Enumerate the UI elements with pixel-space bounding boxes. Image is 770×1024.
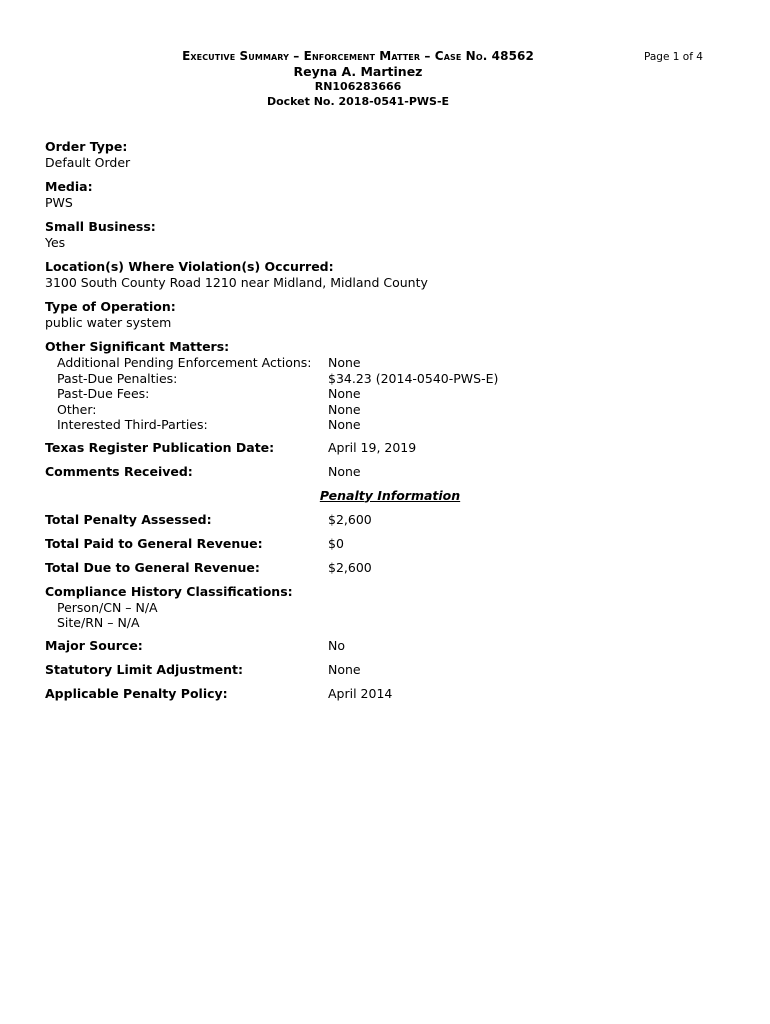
list-item: Site/RN – N/A (57, 615, 140, 630)
total-penalty-row: Total Penalty Assessed: $2,600 (45, 511, 372, 527)
document-header (0, 49, 716, 109)
field-value: PWS (45, 195, 73, 210)
list-item: Other: None (57, 401, 361, 417)
field-label: Small Business: (45, 219, 156, 234)
major-source-row: Major Source: No (45, 637, 345, 653)
list-item: Past-Due Fees: None (57, 386, 361, 401)
type-of-operation-field (45, 299, 725, 331)
list-item: Interested Third-Parties: None (57, 417, 361, 432)
list-item: Person/CN – N/A (57, 599, 158, 615)
statutory-limit-row: Statutory Limit Adjustment: None (45, 661, 361, 677)
field-label: Compliance History Classifications: (45, 583, 293, 599)
field-value: Default Order (45, 155, 131, 170)
list-item: Additional Pending Enforcement Actions: None (57, 355, 361, 370)
docket-number: Docket No. 2018-0541-PWS-E (266, 95, 450, 108)
field-label: Order Type: (45, 139, 128, 154)
list-item: Past-Due Penalties: $34.23 (2014-0540-PWS-E) (57, 370, 499, 386)
field-value: public water system (45, 315, 172, 330)
summary-body (45, 139, 725, 710)
publication-date-row: Texas Register Publication Date: April 19, 2019 (45, 439, 417, 455)
location-field (45, 259, 725, 291)
order-type-field (45, 139, 725, 171)
field-label: Location(s) Where Violation(s) Occurred: (45, 259, 334, 274)
page-number: Page 1 of 4 (644, 51, 703, 63)
comments-row: Comments Received: None (45, 463, 361, 479)
total-paid-row: Total Paid to General Revenue: $0 (45, 535, 344, 551)
penalty-information-heading: Penalty Information (319, 487, 461, 503)
respondent-name: Reyna A. Martinez (293, 64, 423, 79)
field-value: 3100 South County Road 1210 near Midland, Midland County (45, 275, 428, 290)
field-value: Yes (45, 235, 66, 250)
field-label: Type of Operation: (45, 299, 176, 314)
total-due-row: Total Due to General Revenue: $2,600 (45, 559, 372, 575)
rn-number: RN106283666 (314, 80, 402, 93)
penalty-policy-row: Applicable Penalty Policy: April 2014 (45, 685, 393, 701)
compliance-history-field (45, 584, 725, 631)
small-business-field (45, 219, 725, 251)
other-matters-field (45, 339, 725, 433)
document-title: Executive Summary – Enforcement Matter – Case No. 48562 (182, 49, 534, 63)
field-label: Other Significant Matters: (45, 339, 230, 354)
media-field (45, 179, 725, 211)
field-label: Media: (45, 179, 93, 194)
